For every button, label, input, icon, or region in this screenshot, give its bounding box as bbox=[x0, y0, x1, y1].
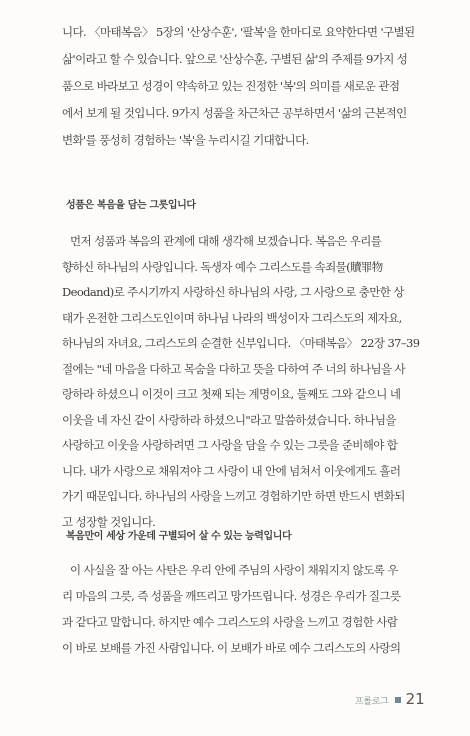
body-text-line: 절에는 "네 마음을 다하고 목숨을 다하고 뜻을 다하여 주 너의 하나님을 사 bbox=[62, 361, 406, 376]
body-text-line: 에서 보게 될 것입니다. 9가지 성품을 차근차근 공부하면서 '삶의 근본적인 bbox=[62, 106, 407, 120]
body-text-line: 사랑하고 이웃을 사랑하려면 그 사랑을 담을 수 있는 그릇을 준비해야 합 bbox=[62, 438, 398, 452]
body-text-line: 변화'를 풍성히 경험하는 '복'을 누리시길 기대합니다. bbox=[62, 133, 309, 147]
body-text-line: 과 같다고 말합니다. 하지만 예수 그리스도의 사랑을 느끼고 경험한 사람 bbox=[62, 615, 398, 629]
body-text-line: 니다. 〈마태복음〉 5장의 '산상수훈', '팔복'을 한마디로 요약한다면 '구별된 bbox=[62, 25, 415, 39]
body-text-line: 품으로 바라보고 성경이 약속하고 있는 진정한 '복'의 의미를 새로운 관점 bbox=[62, 79, 400, 93]
page-footer bbox=[355, 690, 425, 708]
body-text-line: 고 성장할 것입니다. bbox=[62, 514, 156, 529]
body-text-line: 삶'이라고 할 수 있습니다. 앞으로 '산상수훈, 구별된 삶'의 주제를 9가지 성 bbox=[62, 52, 408, 66]
body-text-line: 니다. 내가 사랑으로 채워져야 그 사랑이 내 안에 넘쳐서 이웃에게도 흘러 bbox=[62, 463, 401, 478]
body-text-line: 가기 때문입니다. 하나님의 사랑을 느끼고 경험하기만 하면 반드시 변화되 bbox=[62, 489, 405, 503]
page-number: 21 bbox=[405, 690, 425, 708]
section-label: 프롤로그 bbox=[355, 697, 389, 707]
body-text-line: 향하신 하나님의 사랑입니다. 독생자 예수 그리스도를 속죄물(贖罪物 bbox=[62, 259, 383, 274]
body-text-line: 하나님의 자녀요, 그리스도의 순결한 신부입니다. 〈마태복음〉 22장 37–39 bbox=[62, 336, 420, 350]
body-text-line: Deodand)로 주시기까지 사랑하신 하나님의 사랑, 그 사랑으로 충만한 상 bbox=[62, 285, 404, 299]
square-bullet-icon bbox=[395, 697, 401, 703]
body-text-line: 이웃을 네 자신 같이 사랑하라 하셨으니"라고 말씀하셨습니다. 하나님을 bbox=[62, 412, 396, 427]
body-text-line: 이 사실을 잘 아는 사탄은 우리 안에 주님의 사랑이 채워지지 않도록 우 bbox=[70, 563, 398, 577]
body-text-line: 태가 온전한 그리스도인이며 하나님 나라의 백성이자 그리스도의 제자요, bbox=[62, 310, 402, 325]
body-text-line: 랑하라 하셨으니 이것이 크고 첫째 되는 계명이요, 둘째도 그와 같으니 네 bbox=[62, 387, 401, 401]
section-heading-2: 복음만이 세상 가운데 구별되어 살 수 있는 능력입니다 bbox=[66, 531, 292, 542]
body-text-line: 이 바로 보배를 가진 사람입니다. 이 보배가 바로 예수 그리스도의 사랑의 bbox=[62, 641, 401, 655]
body-text-line: 리 마음의 그릇, 즉 성품을 깨뜨리고 망가뜨립니다. 성경은 우리가 질그릇 bbox=[62, 589, 401, 603]
body-text-line: 먼저 성품과 복음의 관계에 대해 생각해 보겠습니다. 복음은 우리를 bbox=[70, 234, 382, 248]
section-heading-1: 성품은 복음을 담는 그릇입니다 bbox=[66, 200, 196, 211]
